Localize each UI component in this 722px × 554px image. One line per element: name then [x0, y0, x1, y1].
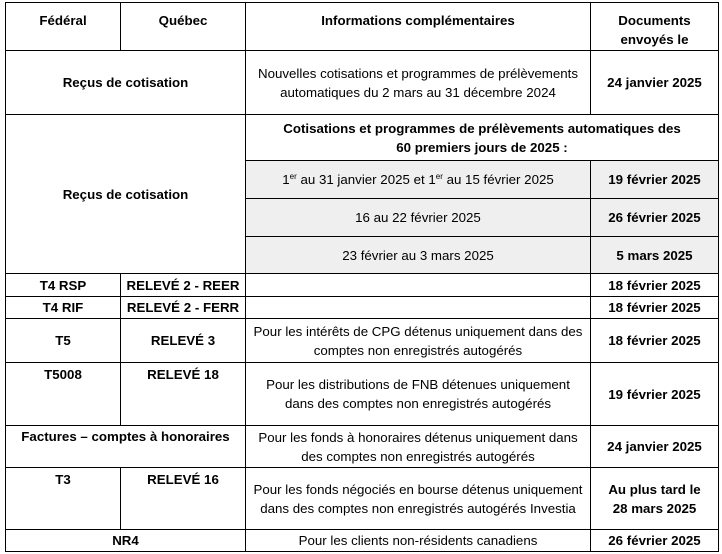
section-heading: Cotisations et programmes de prélèvements automatiques des 60 premiers jours de 2025 : — [246, 115, 719, 161]
row-label: Reçus de cotisation — [6, 115, 246, 274]
table-row — [6, 319, 719, 363]
row-info: Pour les distributions de FNB détenues uniquement dans des comptes non enregistrés autogérés — [246, 363, 591, 426]
period-text: 1er au 31 janvier 2025 et 1er au 15 février 2025 — [246, 161, 591, 199]
header-row — [6, 3, 719, 51]
row-date-line2: 28 mars 2025 — [612, 500, 697, 516]
row-date: 19 février 2025 — [591, 363, 719, 426]
table-row — [6, 51, 719, 115]
row-info: Pour les intérêts de CPG détenus uniquement dans des comptes non enregistrés autogérés — [246, 319, 591, 363]
table-row — [6, 115, 719, 161]
federal-form: T5008 — [6, 363, 121, 426]
row-info: Pour les clients non-résidents canadiens — [246, 530, 591, 552]
quebec-form: RELEVÉ 3 — [121, 319, 246, 363]
period-date: 19 février 2025 — [591, 161, 719, 199]
quebec-form: RELEVÉ 2 - REER — [121, 274, 246, 297]
row-label: Factures – comptes à honoraires — [6, 426, 246, 468]
quebec-form: RELEVÉ 16 — [121, 468, 246, 530]
table-row — [6, 274, 719, 297]
period-text: 16 au 22 février 2025 — [246, 199, 591, 237]
row-date: 18 février 2025 — [591, 319, 719, 363]
header-documents-line1: Documents — [618, 13, 691, 28]
row-info: Pour les fonds à honoraires détenus uniquement dans des comptes non enregistrés autogérés — [246, 426, 591, 468]
row-date: 18 février 2025 — [591, 297, 719, 319]
table-row — [6, 530, 719, 552]
row-label: Reçus de cotisation — [6, 51, 246, 115]
table-row — [6, 426, 719, 468]
row-label: NR4 — [6, 530, 246, 552]
row-date — [591, 468, 719, 530]
documents-schedule-table — [5, 2, 719, 552]
quebec-form: RELEVÉ 2 - FERR — [121, 297, 246, 319]
row-date: 18 février 2025 — [591, 274, 719, 297]
row-date: 24 janvier 2025 — [591, 51, 719, 115]
row-info — [246, 297, 591, 319]
period-date: 5 mars 2025 — [591, 237, 719, 274]
header-documents-line2: envoyés le — [620, 32, 689, 47]
federal-form: T3 — [6, 468, 121, 530]
table-row — [6, 363, 719, 426]
header-documents — [591, 3, 719, 51]
row-info: Nouvelles cotisations et programmes de prélèvements automatiques du 2 mars au 31 décembre 2024 — [246, 51, 591, 115]
row-info — [246, 274, 591, 297]
quebec-form: RELEVÉ 18 — [121, 363, 246, 426]
federal-form: T4 RSP — [6, 274, 121, 297]
federal-form: T5 — [6, 319, 121, 363]
federal-form: T4 RIF — [6, 297, 121, 319]
period-text: 23 février au 3 mars 2025 — [246, 237, 591, 274]
row-date: 26 février 2025 — [591, 530, 719, 552]
row-date: 24 janvier 2025 — [591, 426, 719, 468]
table-row — [6, 468, 719, 530]
header-quebec: Québec — [121, 3, 246, 51]
table-row — [6, 297, 719, 319]
row-info: Pour les fonds négociés en bourse détenus uniquement dans des comptes non enregistrés autogérés Investia — [246, 468, 591, 530]
period-date: 26 février 2025 — [591, 199, 719, 237]
header-federal: Fédéral — [6, 3, 121, 51]
header-info: Informations complémentaires — [246, 3, 591, 51]
row-date-line1: Au plus tard le — [608, 481, 701, 497]
